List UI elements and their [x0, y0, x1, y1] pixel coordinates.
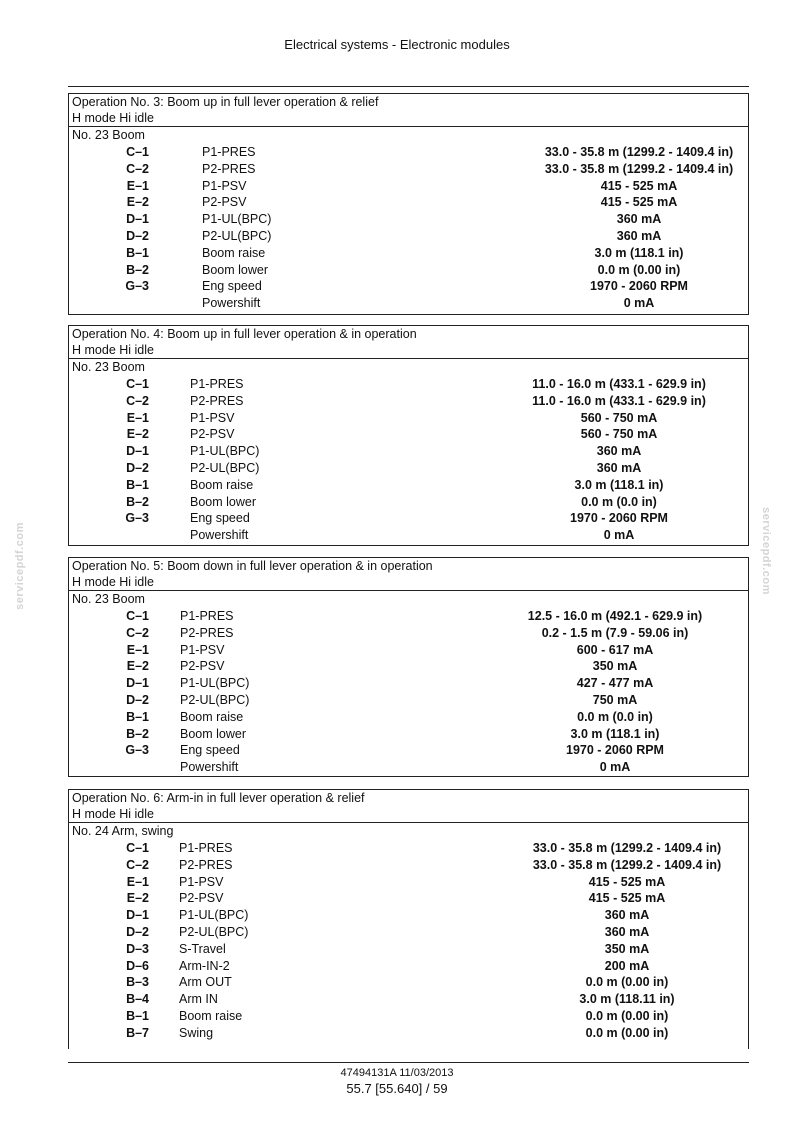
connector-code: G–3: [125, 511, 149, 526]
connector-code: B–2: [126, 726, 149, 741]
connector-code: B–1: [126, 1008, 149, 1023]
signal-name: P2-UL(BPC): [190, 460, 260, 475]
connector-code: B–3: [126, 975, 149, 990]
signal-name: Eng speed: [202, 279, 262, 294]
watermark-right: servicepdf.com: [759, 507, 772, 595]
signal-name: P2-PSV: [179, 891, 224, 906]
connector-code: E–1: [126, 642, 149, 657]
measurement-row: [69, 494, 748, 511]
measured-value: 3.0 m (118.11 in): [579, 992, 675, 1007]
operation-block: [68, 93, 749, 315]
connector-code: D–6: [126, 958, 149, 973]
signal-name: P1-PSV: [179, 874, 224, 889]
signal-name: P1-UL(BPC): [180, 676, 250, 691]
page-header: Electrical systems - Electronic modules: [284, 37, 510, 52]
measurement-row: [69, 426, 748, 443]
measurement-row: [69, 527, 748, 544]
connector-code: D–2: [126, 228, 149, 243]
measurement-row: [69, 278, 748, 295]
operation-block: [68, 557, 749, 777]
measurement-row: [69, 144, 748, 161]
connector-code: D–1: [126, 676, 149, 691]
document-id: 47494131A 11/03/2013: [340, 1067, 454, 1079]
measured-value: 415 - 525 mA: [588, 891, 666, 906]
measurement-row: [69, 295, 748, 312]
measured-value: 350 mA: [592, 659, 638, 674]
measured-value: 33.0 - 35.8 m (1299.2 - 1409.4 in): [544, 145, 734, 159]
signal-name: Eng speed: [180, 743, 240, 758]
connector-code: B–2: [126, 262, 149, 277]
signal-name: P2-PSV: [202, 195, 247, 210]
signal-name: P2-UL(BPC): [202, 228, 272, 243]
signal-name: P1-UL(BPC): [179, 908, 249, 923]
connector-code: E–1: [126, 874, 149, 889]
footer-rule: [68, 1062, 749, 1063]
section-label: No. 24 Arm, swing: [72, 824, 174, 838]
signal-name: S-Travel: [179, 941, 226, 956]
connector-code: E–1: [126, 410, 149, 425]
connector-code: C–2: [126, 161, 149, 176]
signal-name: Powershift: [202, 296, 261, 311]
signal-name: P2-UL(BPC): [180, 692, 250, 707]
measurement-row: [69, 874, 748, 891]
connector-code: D–3: [126, 941, 149, 956]
measurement-row: [69, 1025, 748, 1042]
measured-value: 1970 - 2060 RPM: [566, 743, 664, 758]
measured-value: 33.0 - 35.8 m (1299.2 - 1409.4 in): [532, 841, 722, 855]
connector-code: B–4: [126, 992, 149, 1007]
measurement-row: [69, 709, 748, 726]
operation-title: Operation No. 6: Arm-in in full lever operation & relief: [72, 791, 365, 805]
measurement-row: [69, 393, 748, 410]
connector-code: B–1: [126, 245, 149, 260]
measured-value: 1970 - 2060 RPM: [590, 279, 688, 294]
measurement-row: [69, 726, 748, 743]
measured-value: 360 mA: [616, 212, 662, 227]
measured-value: 415 - 525 mA: [600, 195, 678, 210]
operation-block: [68, 789, 749, 1049]
measured-value: 0.0 m (0.0 in): [577, 709, 653, 724]
measurement-row: [69, 890, 748, 907]
connector-code: C–2: [126, 393, 149, 408]
operation-mode: H mode Hi idle: [69, 342, 748, 359]
signal-name: Boom lower: [202, 262, 268, 277]
measurement-row: [69, 1008, 748, 1025]
signal-name: Arm-IN-2: [179, 958, 230, 973]
measurement-row: [69, 194, 748, 211]
measured-value: 0.2 - 1.5 m (7.9 - 59.06 in): [541, 625, 689, 640]
measurement-row: [69, 941, 748, 958]
measurement-row: [69, 840, 748, 857]
connector-code: D–1: [126, 444, 149, 459]
connector-code: G–3: [125, 743, 149, 758]
measurement-row: [69, 608, 748, 625]
measured-value: 3.0 m (118.1 in): [574, 477, 664, 492]
measured-value: 350 mA: [604, 941, 650, 956]
section-label: No. 23 Boom: [72, 360, 145, 374]
measurement-row: [69, 625, 748, 642]
operation-block: [68, 325, 749, 546]
measured-value: 360 mA: [596, 444, 642, 459]
measurement-row: [69, 460, 748, 477]
signal-name: P1-PRES: [179, 841, 233, 855]
connector-code: C–2: [126, 857, 149, 872]
watermark-left: servicepdf.com: [13, 522, 26, 610]
measured-value: 0.0 m (0.0 in): [581, 494, 657, 509]
measured-value: 11.0 - 16.0 m (433.1 - 629.9 in): [532, 393, 706, 408]
page-number: 55.7 [55.640] / 59: [346, 1081, 448, 1096]
operation-title: Operation No. 5: Boom down in full lever operation & in operation: [72, 559, 433, 573]
measured-value: 560 - 750 mA: [580, 410, 658, 425]
connector-code: C–1: [126, 377, 149, 391]
measurement-row: [69, 510, 748, 527]
connector-code: B–1: [126, 477, 149, 492]
measured-value: 200 mA: [604, 958, 650, 973]
measurement-row: [69, 178, 748, 195]
measured-value: 3.0 m (118.1 in): [594, 245, 684, 260]
signal-name: P2-PSV: [190, 427, 235, 442]
measurement-row: [69, 658, 748, 675]
signal-name: P2-PRES: [190, 393, 244, 408]
measured-value: 600 - 617 mA: [576, 642, 654, 657]
measurement-row: [69, 924, 748, 941]
signal-name: P1-PRES: [202, 145, 256, 159]
measured-value: 1970 - 2060 RPM: [570, 511, 668, 526]
connector-code: E–2: [126, 659, 149, 674]
measured-value: 360 mA: [604, 924, 650, 939]
measured-value: 3.0 m (118.1 in): [570, 726, 660, 741]
measurement-row: [69, 410, 748, 427]
connector-code: E–2: [126, 195, 149, 210]
measured-value: 415 - 525 mA: [600, 178, 678, 193]
signal-name: P1-PRES: [180, 609, 234, 623]
connector-code: E–2: [126, 891, 149, 906]
measurement-row: [69, 742, 748, 759]
measurement-row: [69, 262, 748, 279]
connector-code: C–1: [126, 145, 149, 159]
measurement-row: [69, 958, 748, 975]
signal-name: Boom raise: [179, 1008, 243, 1023]
measurement-row: [69, 675, 748, 692]
measured-value: 427 - 477 mA: [576, 676, 654, 691]
connector-code: C–2: [126, 625, 149, 640]
signal-name: Boom raise: [180, 709, 244, 724]
measurement-row: [69, 642, 748, 659]
measured-value: 0.0 m (0.00 in): [597, 262, 681, 277]
measured-value: 360 mA: [596, 460, 642, 475]
signal-name: Arm IN: [179, 992, 218, 1007]
measured-value: 0 mA: [623, 296, 655, 311]
measured-value: 33.0 - 35.8 m (1299.2 - 1409.4 in): [532, 857, 722, 872]
measurement-row: [69, 477, 748, 494]
measurement-row: [69, 211, 748, 228]
connector-code: C–1: [126, 609, 149, 623]
header-rule: [68, 86, 749, 87]
signal-name: P2-PRES: [179, 857, 233, 872]
measured-value: 0.0 m (0.00 in): [585, 1025, 669, 1040]
operation-mode: H mode Hi idle: [69, 806, 748, 823]
signal-name: Powershift: [180, 760, 239, 775]
measured-value: 360 mA: [616, 228, 662, 243]
connector-code: D–2: [126, 460, 149, 475]
signal-name: Boom raise: [202, 245, 266, 260]
operation-title: Operation No. 4: Boom up in full lever operation & in operation: [72, 327, 417, 341]
operation-title: Operation No. 3: Boom up in full lever operation & relief: [72, 95, 379, 109]
signal-name: P1-PSV: [180, 642, 225, 657]
signal-name: Eng speed: [190, 511, 250, 526]
connector-code: G–3: [125, 279, 149, 294]
connector-code: B–2: [126, 494, 149, 509]
signal-name: Boom lower: [180, 726, 246, 741]
measurement-row: [69, 161, 748, 178]
signal-name: P2-PSV: [180, 659, 225, 674]
signal-name: P1-UL(BPC): [202, 212, 272, 227]
operation-mode: H mode Hi idle: [69, 110, 748, 127]
measured-value: 415 - 525 mA: [588, 874, 666, 889]
measured-value: 11.0 - 16.0 m (433.1 - 629.9 in): [532, 377, 706, 391]
signal-name: P1-PSV: [190, 410, 235, 425]
measurement-row: [69, 692, 748, 709]
signal-name: P2-PRES: [202, 161, 256, 176]
measurement-row: [69, 228, 748, 245]
measured-value: 560 - 750 mA: [580, 427, 658, 442]
measurement-row: [69, 857, 748, 874]
measurement-row: [69, 376, 748, 393]
measurement-row: [69, 759, 748, 776]
measured-value: 360 mA: [604, 908, 650, 923]
signal-name: P2-PRES: [180, 625, 234, 640]
connector-code: B–7: [126, 1025, 149, 1040]
operation-mode: H mode Hi idle: [69, 574, 748, 591]
signal-name: Boom raise: [190, 477, 254, 492]
measured-value: 12.5 - 16.0 m (492.1 - 629.9 in): [527, 609, 703, 623]
signal-name: P1-UL(BPC): [190, 444, 260, 459]
signal-name: P1-PRES: [190, 377, 244, 391]
measured-value: 750 mA: [592, 692, 638, 707]
signal-name: Swing: [179, 1025, 214, 1040]
connector-code: D–2: [126, 692, 149, 707]
connector-code: C–1: [126, 841, 149, 855]
measurement-row: [69, 991, 748, 1008]
measurement-row: [69, 907, 748, 924]
connector-code: D–1: [126, 908, 149, 923]
signal-name: P1-PSV: [202, 178, 247, 193]
measurement-row: [69, 245, 748, 262]
signal-name: Boom lower: [190, 494, 256, 509]
connector-code: B–1: [126, 709, 149, 724]
measurement-row: [69, 443, 748, 460]
connector-code: E–2: [126, 427, 149, 442]
measured-value: 0 mA: [603, 528, 635, 543]
measured-value: 0.0 m (0.00 in): [585, 975, 669, 990]
signal-name: Powershift: [190, 528, 249, 543]
connector-code: E–1: [126, 178, 149, 193]
section-label: No. 23 Boom: [72, 592, 145, 606]
measured-value: 0.0 m (0.00 in): [585, 1008, 669, 1023]
signal-name: P2-UL(BPC): [179, 924, 249, 939]
measurement-row: [69, 974, 748, 991]
measured-value: 0 mA: [599, 760, 631, 775]
signal-name: Arm OUT: [179, 975, 232, 990]
connector-code: D–2: [126, 924, 149, 939]
measured-value: 33.0 - 35.8 m (1299.2 - 1409.4 in): [544, 161, 734, 176]
connector-code: D–1: [126, 212, 149, 227]
section-label: No. 23 Boom: [72, 128, 145, 142]
